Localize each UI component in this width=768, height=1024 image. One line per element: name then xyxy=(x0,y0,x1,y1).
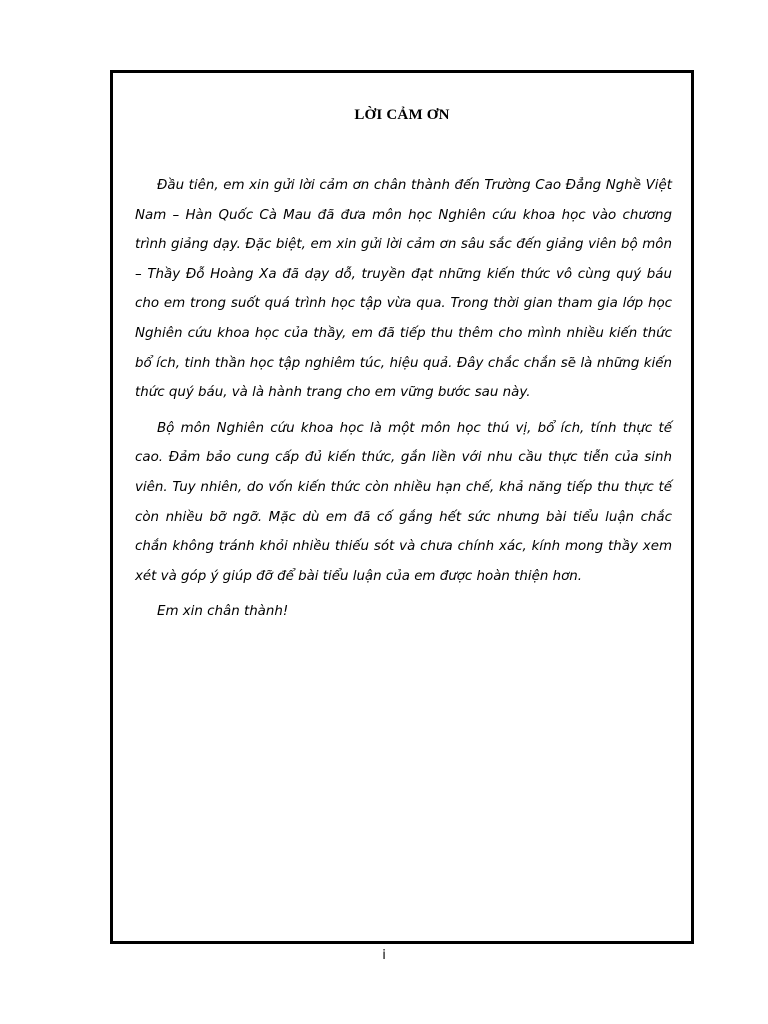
page-border-frame xyxy=(110,70,694,944)
document-body xyxy=(135,171,672,633)
paragraph-closing: Em xin chân thành! xyxy=(157,604,289,620)
paragraph-course: Bộ môn Nghiên cứu khoa học là một môn học thú vị, bổ ích, tính thực tế cao. Đảm bảo cung cấp đủ kiến thức, gắn liền với nhu cầu thực tiễn của sinh viên. Tuy nhiên, do vốn kiến thức còn nhiều hạn chế, khả năng tiếp thu thực tế còn nhiều bỡ ngỡ. Mặc dù em đã cố gắng hết sức nhưng bài tiểu luận chắc chắn không tránh khỏi nhiều thiếu sót và chưa chính xác, kính mong thầy xem xét và góp ý giúp đỡ để bài tiểu luận của em được hoàn thiện hơn. xyxy=(135,420,672,584)
page-title: LỜI CẢM ƠN xyxy=(354,107,450,123)
page-number: i xyxy=(382,948,386,963)
paragraph-intro: Đầu tiên, em xin gửi lời cảm ơn chân thành đến Trường Cao Đẳng Nghề Việt Nam – Hàn Quốc Cà Mau đã đưa môn học Nghiên cứu khoa học vào chương trình giảng dạy. Đặc biệt, em xin gửi lời cảm ơn sâu sắc đến giảng viên bộ môn – Thầy Đỗ Hoàng Xa đã dạy dỗ, truyền đạt những kiến thức vô cùng quý báu cho em trong suốt quá trình học tập vừa qua. Trong thời gian tham gia lớp học Nghiên cứu khoa học của thầy, em đã tiếp thu thêm cho mình nhiều kiến thức bổ ích, tinh thần học tập nghiêm túc, hiệu quả. Đây chắc chắn sẽ là những kiến thức quý báu, và là hành trang cho em vững bước sau này. xyxy=(135,178,672,401)
